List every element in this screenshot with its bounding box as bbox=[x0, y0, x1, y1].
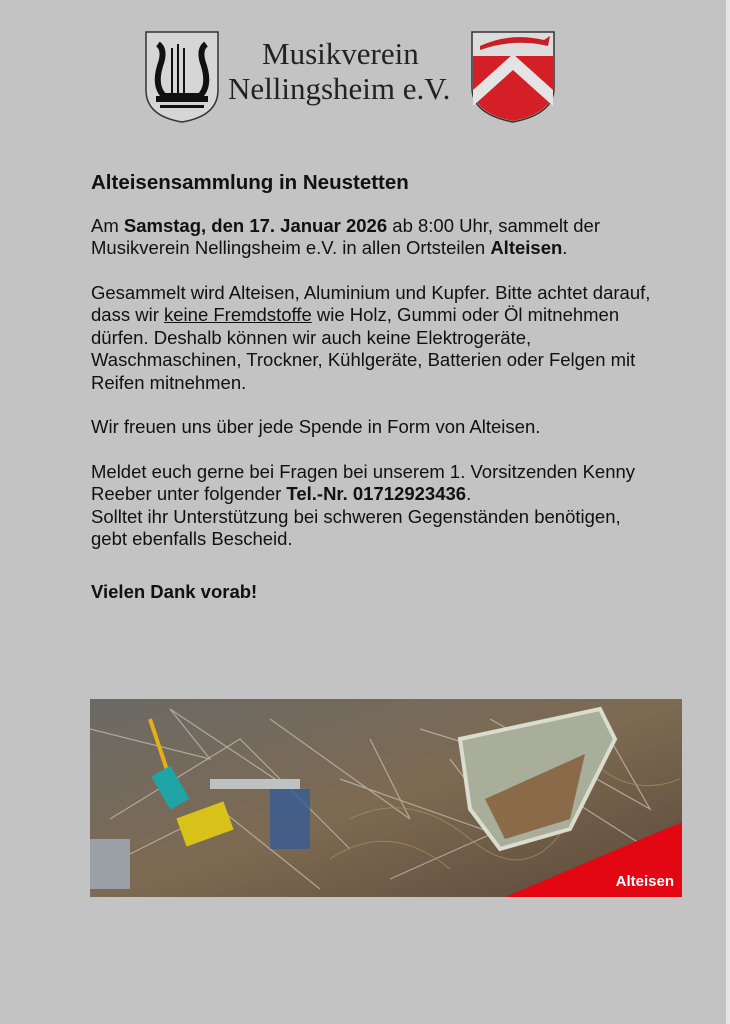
scrap-metal-banner bbox=[90, 699, 682, 897]
page-edge bbox=[726, 0, 730, 1024]
underlined-text: keine Fremdstoffe bbox=[164, 304, 312, 325]
phone-number: Tel.-Nr. 01712923436 bbox=[286, 483, 467, 504]
text: . bbox=[562, 237, 568, 258]
text: Gesammelt wird Alteisen, Aluminium und Kupfer. Bitte achtet darauf, dass wir bbox=[91, 281, 651, 325]
page-title: Alteisensammlung in Neustetten bbox=[91, 171, 409, 194]
text: wie Holz, Gummi oder Öl mitnehmen dürfen. Deshalb können wir auch keine Elektrogeräte, Waschmaschinen, Trockner, Kühlgeräte, Batterien oder Felgen mit Reifen mitnehmen. bbox=[91, 304, 636, 393]
banner-label: Alteisen bbox=[615, 873, 674, 890]
text: Am bbox=[91, 214, 124, 236]
closing-bold: Vielen Dank vorab! bbox=[91, 580, 258, 602]
closing-text bbox=[91, 581, 651, 604]
lyre-emblem-icon bbox=[144, 30, 220, 124]
paragraph-date bbox=[91, 215, 651, 260]
text: . bbox=[466, 483, 472, 504]
text: Solltet ihr Unterstützung bei schweren Gegenständen benötigen, gebt ebenfalls Bescheid. bbox=[91, 505, 621, 549]
org-name-line1: Musikverein bbox=[262, 36, 419, 71]
coat-of-arms-icon bbox=[470, 30, 556, 124]
date-bold: Samstag, den 17. Januar 2026 bbox=[123, 214, 388, 236]
text: ab 8:00 Uhr, sammelt der Musikverein Nellingsheim e.V. in allen Ortsteilen bbox=[91, 214, 600, 258]
text: Meldet euch gerne bei Fragen bei unserem 1. Vorsitzenden Kenny Reeber unter folgender bbox=[91, 460, 636, 504]
paragraph-thanks: Wir freuen uns über jede Spende in Form von Alteisen. bbox=[91, 416, 541, 437]
org-name-line2: Nellingsheim e.V. bbox=[228, 71, 451, 106]
paragraph-contact bbox=[91, 461, 651, 551]
scrap-metal-photo bbox=[90, 699, 682, 897]
paragraph-materials bbox=[91, 282, 651, 395]
flyer-content bbox=[91, 172, 651, 625]
header-logo bbox=[144, 30, 556, 124]
alteisen-bold: Alteisen bbox=[490, 237, 563, 258]
